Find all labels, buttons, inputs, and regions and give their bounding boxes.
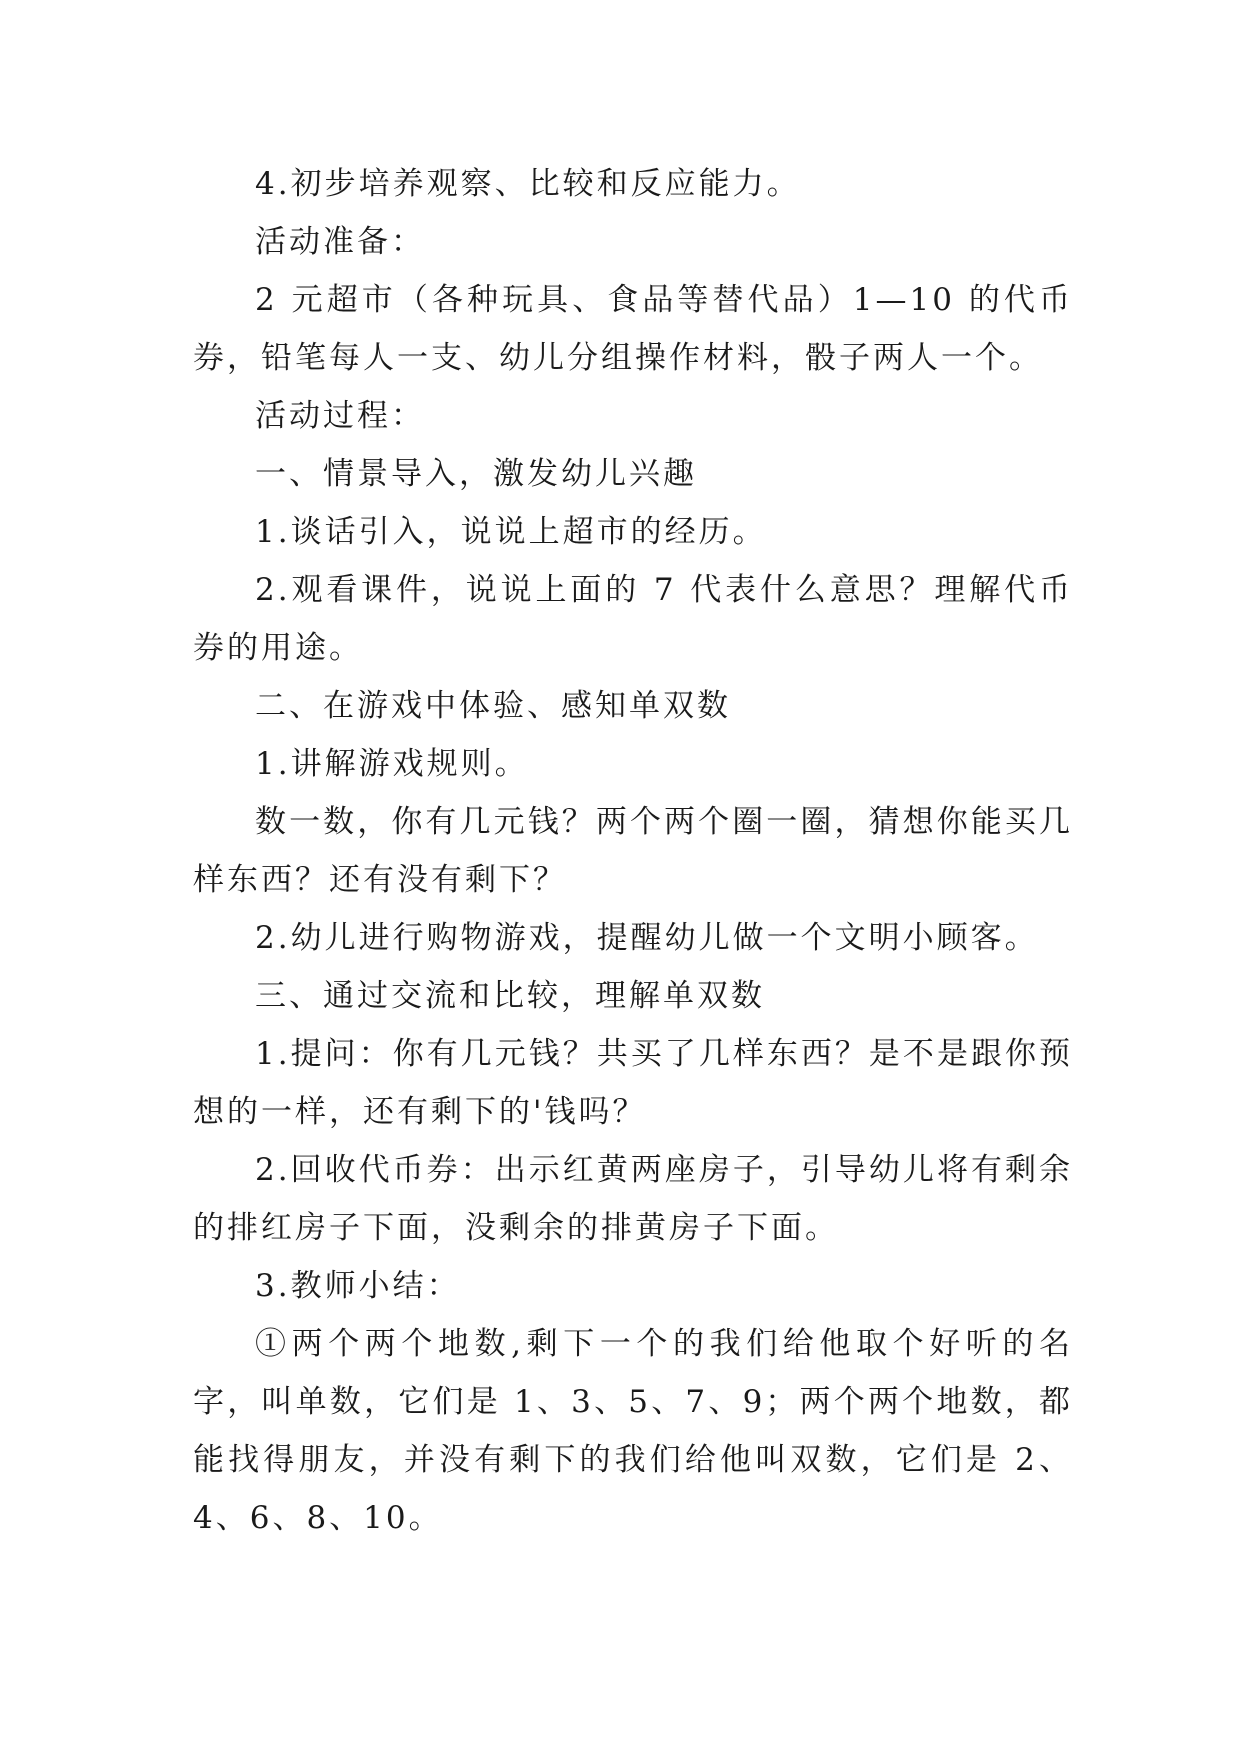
section-heading-3: 三、通过交流和比较，理解单双数: [255, 978, 765, 1014]
heading-activity-process: 活动过程：: [255, 398, 425, 434]
step-1-2: 2.观看课件，说说上面的 7 代表什么意思？理解代币券的用途。: [193, 572, 1073, 666]
step-3-1: 1.提问：你有几元钱？共买了几样东西？是不是跟你预想的一样，还有剩下的'钱吗？: [193, 1036, 1073, 1130]
paragraph-summary: ①两个两个地数,剩下一个的我们给他取个好听的名字，叫单数，它们是 1、3、5、7、9；两个两个地数，都能找得朋友，并没有剩下的我们给他叫双数，它们是 2、4、6、8、10。: [193, 1326, 1073, 1536]
document-body: [193, 155, 1073, 1547]
step-1-1: 1.谈话引入，说说上超市的经历。: [255, 514, 767, 550]
step-2-1: 1.讲解游戏规则。: [255, 746, 529, 782]
section-heading-1: 一、情景导入，激发幼儿兴趣: [255, 456, 697, 492]
step-3-3: 3.教师小结：: [255, 1268, 461, 1304]
paragraph-materials: 2 元超市（各种玩具、食品等替代品）1—10 的代币券，铅笔每人一支、幼儿分组操作材料，骰子两人一个。: [193, 282, 1073, 376]
step-3-2: 2.回收代币券：出示红黄两座房子，引导幼儿将有剩余的排红房子下面，没剩余的排黄房子下面。: [193, 1152, 1073, 1246]
section-heading-2: 二、在游戏中体验、感知单双数: [255, 688, 731, 724]
heading-activity-preparation: 活动准备：: [255, 224, 425, 260]
paragraph-objective-4: 4.初步培养观察、比较和反应能力。: [255, 166, 801, 202]
step-2-2: 2.幼儿进行购物游戏，提醒幼儿做一个文明小顾客。: [255, 920, 1039, 956]
paragraph-game-rules: 数一数，你有几元钱？两个两个圈一圈，猜想你能买几样东西？还有没有剩下？: [193, 804, 1073, 898]
